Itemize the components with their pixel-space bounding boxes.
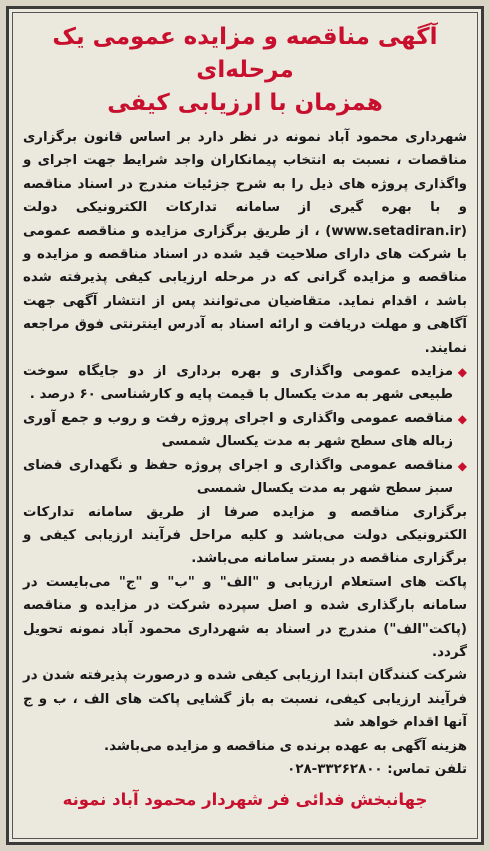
phone-label: تلفن تماس: — [387, 761, 467, 777]
list-item-text: مزایده عمومی واگذاری و بهره برداری از دو جایگاه سوخت طبیعی شهر به مدت یکسال با قیمت پایه و کارشناسی ۶۰ درصد . — [23, 364, 453, 403]
title-line-1: آگهی مناقصه و مزایده عمومی یک مرحله‌ای — [52, 24, 438, 83]
notice-body — [23, 126, 467, 781]
intro-text-1: شهرداری محمود آباد نمونه در نظر دارد بر اساس قانون برگزاری مناقصات ، نسبت به انتخاب پیمانکاران واجد شرایط جهت اجرای و واگذاری پروژه های ذیل را به شرح جزئیات مندرج در اسناد مناقصه و با بهره گیری از سامانه تدارکات الکترونیکی دولت — [23, 130, 467, 216]
bullet-icon: ◆ — [457, 458, 467, 473]
paragraph-electronic-system: برگزاری مناقصه و مزایده صرفا از طریق سامانه تدارکات الکترونیکی دولت می‌باشد و کلیه مراحل فرآیند ارزیابی کیفی و برگزاری مناقصه در بستر سامانه می‌باشد. — [23, 504, 467, 567]
list-item — [23, 454, 467, 501]
phone-line — [23, 758, 467, 781]
paragraph-evaluation: شرکت کنندگان ابتدا ارزیابی کیفی شده و درصورت پذیرفته شدن در فرآیند ارزیابی کیفی، نسبت به باز گشایی پاکت های الف ، ب و ج آنها اقدام خواهد شد — [23, 668, 467, 731]
notice-frame — [6, 6, 484, 845]
intro-paragraph — [23, 126, 467, 360]
intro-text-2: ، از طریق برگزاری مزایده و مناقصه عمومی با شرکت های دارای صلاحیت قید شده در اسناد مناقصه و مزایده و مناقصه و مزایده گرانی که در مرحله ارزیابی کیفی پذیرفته شده باشد ، اقدام نماید. متقاضیان می‌توانند پس از انتشار آگهی جهت آگاهی و مهلت دریافت و ارائه اسناد به آدرس اینترنتی فوق مراجعه نمایند. — [23, 223, 467, 356]
website-link[interactable]: (www.setadiran.ir) — [325, 223, 467, 239]
signature: جهانبخش فدائی فر شهردار محمود آباد نمونه — [62, 790, 428, 810]
bullet-icon: ◆ — [457, 411, 467, 426]
title-line-2: همزمان با ارزیابی کیفی — [107, 90, 383, 116]
notice-content — [12, 12, 478, 839]
paragraph-ad-cost: هزینه آگهی به عهده برنده ی مناقصه و مزایده می‌باشد. — [104, 738, 467, 754]
list-item-text: مناقصه عمومی واگذاری و اجرای پروژه رفت و روب و جمع آوری زباله های سطح شهر به مدت یکسال شمسی — [23, 410, 453, 450]
list-item-text: مناقصه عمومی واگذاری و اجرای پروژه حفظ و نگهداری فضای سبز سطح شهر به مدت یکسال شمسی — [23, 457, 453, 497]
bullet-icon: ◆ — [457, 365, 467, 380]
list-item — [23, 360, 467, 407]
paragraph-envelopes: پاکت های استعلام ارزیابی و "الف" و "ب" و "ج" می‌بایست در سامانه بارگذاری شده و اصل سپرده شرکت در مزایده و مناقصه (پاکت"الف") مندرج در اسناد به شهرداری محمود آباد نمونه تحویل گردد. — [23, 574, 467, 660]
list-item — [23, 407, 467, 454]
notice-title — [23, 21, 467, 120]
phone-number[interactable]: ۰۲۸-۳۳۲۶۲۸۰۰ — [287, 761, 383, 777]
